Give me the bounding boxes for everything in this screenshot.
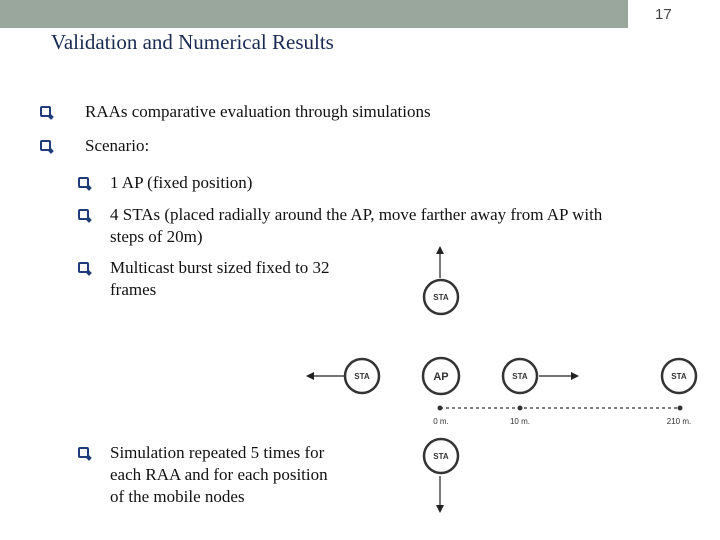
sta-node-bottom [424, 439, 458, 473]
distance-label-10: 10 m. [509, 417, 531, 426]
sta-label: STA [671, 372, 687, 381]
bullet-raas-evaluation: RAAs comparative evaluation through simulations [85, 102, 431, 121]
sta-node-right-near [503, 359, 537, 393]
bullet-simulation-line3: of the mobile nodes [110, 487, 245, 506]
ap-label: AP [433, 371, 449, 383]
slide-title: Validation and Numerical Results [51, 30, 334, 54]
sta-label: STA [512, 372, 528, 381]
bullet-simulation-line2: each RAA and for each position [110, 465, 328, 484]
distance-label-210: 210 m. [666, 417, 692, 426]
ap-node [423, 358, 459, 394]
slide-number: 17 [655, 6, 672, 23]
sta-node-right-far [662, 359, 696, 393]
bullet-one-ap: 1 AP (fixed position) [110, 173, 253, 192]
distance-tick-210 [678, 406, 683, 411]
sta-label: STA [433, 452, 449, 461]
bullet-multicast-line1: Multicast burst sized fixed to 32 [110, 258, 330, 277]
distance-tick-0 [438, 406, 443, 411]
bullet-four-stas-line2: steps of 20m) [110, 227, 203, 246]
distance-tick-10 [518, 406, 523, 411]
bullet-scenario: Scenario: [85, 136, 150, 155]
bullet-simulation-line1: Simulation repeated 5 times for [110, 443, 325, 462]
sta-node-left [345, 359, 379, 393]
bullet-multicast-line2: frames [110, 280, 157, 299]
sta-node-top [424, 280, 458, 314]
sta-label: STA [354, 372, 370, 381]
distance-label-0: 0 m. [433, 417, 449, 426]
sta-label: STA [433, 293, 449, 302]
bullet-four-stas-line1: 4 STAs (placed radially around the AP, move farther away from AP with [110, 205, 603, 224]
